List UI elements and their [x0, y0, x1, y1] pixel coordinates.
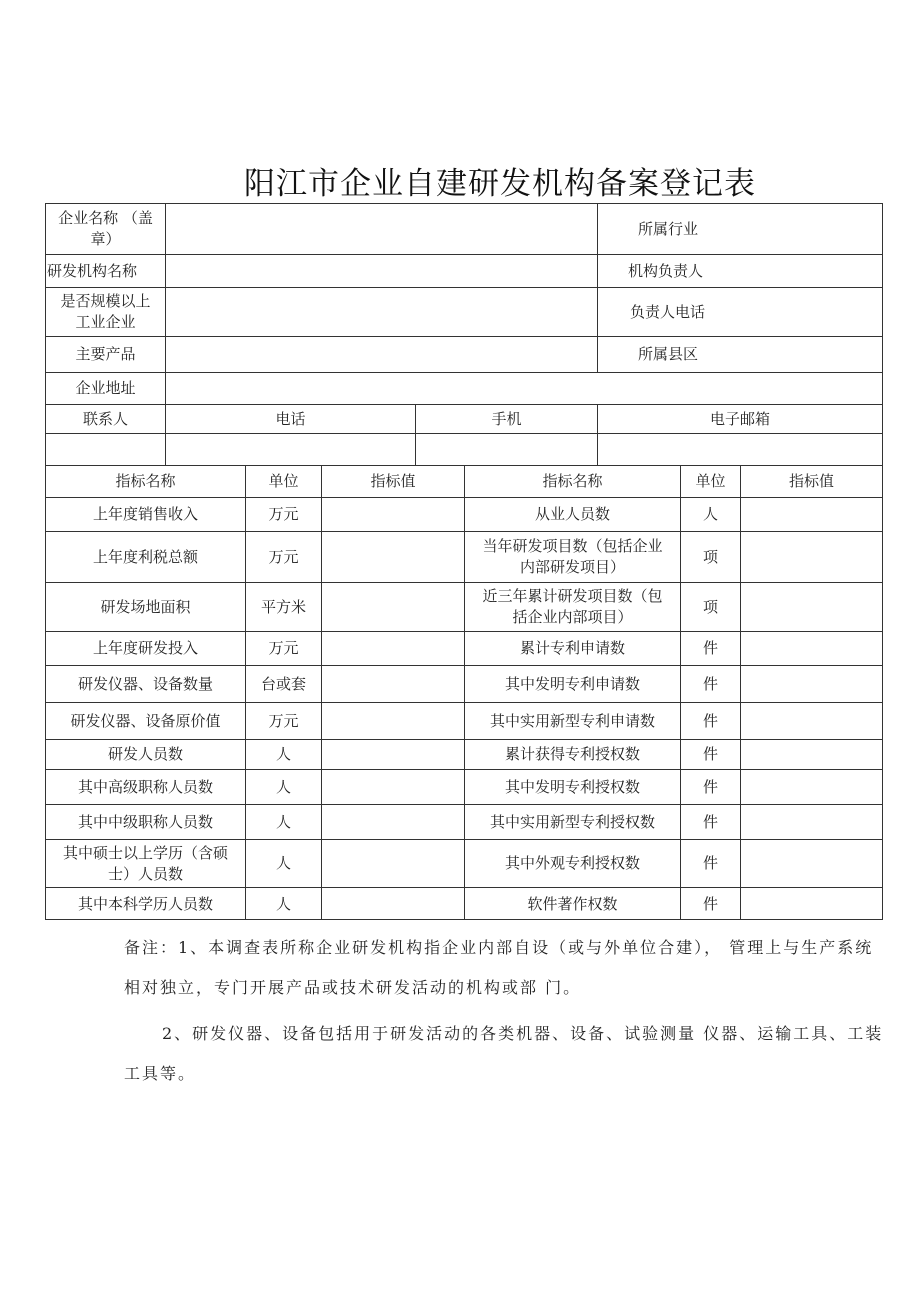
indicator-unit-right: 件	[702, 812, 718, 831]
indicator-name-right: 累计专利申请数	[519, 639, 625, 657]
indicator-name-left: 其中本科学历人员数	[77, 894, 213, 913]
indicator-unit-right: 件	[702, 777, 718, 796]
indicator-value-right[interactable]	[741, 583, 882, 631]
note-1: 备注：1、本调查表所称企业研发机构指企业内部自设（或与外单位合建）， 管理上与生产系统相对独立，专门开展产品或技术研发活动的机构或部 门。	[124, 938, 874, 997]
main-products-field[interactable]	[166, 337, 597, 372]
mobile-label: 手机	[491, 409, 522, 428]
indicator-unit-left: 平方米	[260, 597, 306, 616]
indicator-value-right[interactable]	[741, 888, 882, 920]
indicator-value-left[interactable]	[322, 888, 464, 920]
indicator-value-right[interactable]	[741, 740, 882, 769]
indicator-value-right[interactable]	[741, 770, 882, 804]
indicator-unit-right: 项	[702, 597, 718, 616]
indicator-name-right: 其中实用新型专利申请数	[489, 711, 655, 730]
contact-label: 联系人	[82, 409, 128, 428]
header-indicator-name-right: 指标名称	[542, 472, 603, 490]
header-indicator-value: 指标值	[370, 472, 416, 490]
indicator-value-left[interactable]	[322, 703, 464, 739]
scale-enterprise-label: 是否规模以上 工业企业	[60, 292, 151, 331]
note-2: 2、研发仪器、设备包括用于研发活动的各类机器、设备、试验测量 仪器、运输工具、工装工具等。	[124, 1024, 884, 1083]
indicator-value-right[interactable]	[741, 666, 882, 702]
indicator-value-right[interactable]	[741, 632, 882, 665]
indicator-value-left[interactable]	[322, 583, 464, 631]
indicator-name-right: 软件著作权数	[527, 894, 618, 913]
indicator-unit-left: 万元	[268, 711, 299, 730]
indicator-value-right[interactable]	[741, 498, 882, 531]
indicator-value-left[interactable]	[322, 666, 464, 702]
indicator-value-right[interactable]	[741, 703, 882, 739]
indicator-unit-left: 人	[275, 854, 291, 872]
header-indicator-name: 指标名称	[115, 472, 176, 490]
indicator-name-left: 上年度利税总额	[92, 547, 198, 566]
indicator-value-left[interactable]	[322, 770, 464, 804]
indicator-name-right: 其中外观专利授权数	[504, 854, 640, 872]
indicator-value-left[interactable]	[322, 632, 464, 665]
industry-label: 所属行业	[638, 219, 699, 238]
indicator-unit-left: 万元	[268, 547, 299, 566]
indicator-name-left: 研发仪器、设备原价值	[70, 711, 221, 730]
indicator-name-left: 上年度研发投入	[92, 639, 198, 657]
county-label: 所属县区	[638, 345, 699, 363]
indicator-unit-right: 件	[702, 674, 718, 693]
email-field[interactable]	[598, 434, 882, 465]
header-indicator-value-right: 指标值	[788, 472, 834, 490]
indicator-name-left: 研发场地面积	[100, 597, 191, 616]
indicator-value-left[interactable]	[322, 805, 464, 839]
page-title: 阳江市企业自建研发机构备案登记表	[244, 166, 756, 202]
indicator-name-right: 其中实用新型专利授权数	[489, 812, 655, 831]
head-phone-label: 负责人电话	[630, 302, 706, 321]
indicator-unit-left: 万元	[268, 505, 299, 523]
indicator-name-right: 从业人员数	[534, 505, 610, 523]
indicator-name-left: 上年度销售收入	[92, 505, 198, 523]
rd-org-name-label: 研发机构名称	[47, 261, 138, 280]
indicator-unit-left: 人	[275, 745, 291, 763]
indicator-value-left[interactable]	[322, 498, 464, 531]
phone-field[interactable]	[166, 434, 415, 465]
indicator-value-right[interactable]	[741, 840, 882, 887]
indicator-value-right[interactable]	[741, 532, 882, 582]
contact-field[interactable]	[46, 434, 165, 465]
indicator-unit-left: 人	[275, 812, 291, 831]
indicator-unit-left: 台或套	[260, 674, 306, 693]
indicator-unit-right: 人	[702, 505, 718, 523]
indicator-name-right: 累计获得专利授权数	[504, 745, 640, 763]
header-unit: 单位	[268, 472, 299, 490]
indicator-value-right[interactable]	[741, 805, 882, 839]
indicator-name-left: 研发人员数	[107, 745, 183, 763]
indicator-unit-right: 件	[702, 745, 718, 763]
indicator-name-left: 其中高级职称人员数	[77, 777, 213, 796]
indicator-value-left[interactable]	[322, 532, 464, 582]
address-label: 企业地址	[75, 379, 136, 397]
mobile-field[interactable]	[416, 434, 597, 465]
indicator-name-right: 当年研发项目数（包括企业 内部研发项目）	[482, 537, 663, 576]
header-unit-right: 单位	[695, 472, 726, 490]
indicator-unit-left: 人	[275, 777, 291, 796]
indicator-unit-right: 项	[702, 547, 718, 566]
indicator-name-left: 研发仪器、设备数量	[77, 674, 213, 693]
indicator-name-right: 其中发明专利申请数	[504, 674, 640, 693]
indicator-unit-left: 万元	[268, 639, 299, 657]
address-field[interactable]	[166, 373, 882, 404]
org-head-label: 机构负责人	[628, 261, 704, 280]
rd-org-name-field[interactable]	[166, 255, 597, 287]
indicator-unit-right: 件	[702, 711, 718, 730]
phone-label: 电话	[275, 409, 306, 428]
indicator-value-left[interactable]	[322, 740, 464, 769]
indicator-unit-right: 件	[702, 854, 718, 872]
main-products-label: 主要产品	[75, 345, 136, 363]
indicator-name-right: 近三年累计研发项目数（包 括企业内部项目）	[482, 587, 663, 626]
email-label: 电子邮箱	[709, 409, 770, 428]
registration-form	[45, 203, 883, 920]
indicator-unit-right: 件	[702, 639, 718, 657]
scale-enterprise-field[interactable]	[166, 288, 597, 336]
indicator-name-right: 其中发明专利授权数	[504, 777, 640, 796]
indicator-value-left[interactable]	[322, 840, 464, 887]
company-name-label: 企业名称 （盖 章）	[58, 209, 153, 248]
notes	[124, 928, 884, 1094]
indicator-unit-right: 件	[702, 894, 718, 913]
indicator-unit-left: 人	[275, 894, 291, 913]
indicator-name-left: 其中中级职称人员数	[77, 812, 213, 831]
company-name-field[interactable]	[166, 204, 597, 254]
indicator-name-left: 其中硕士以上学历（含硕 士）人员数	[62, 843, 228, 883]
